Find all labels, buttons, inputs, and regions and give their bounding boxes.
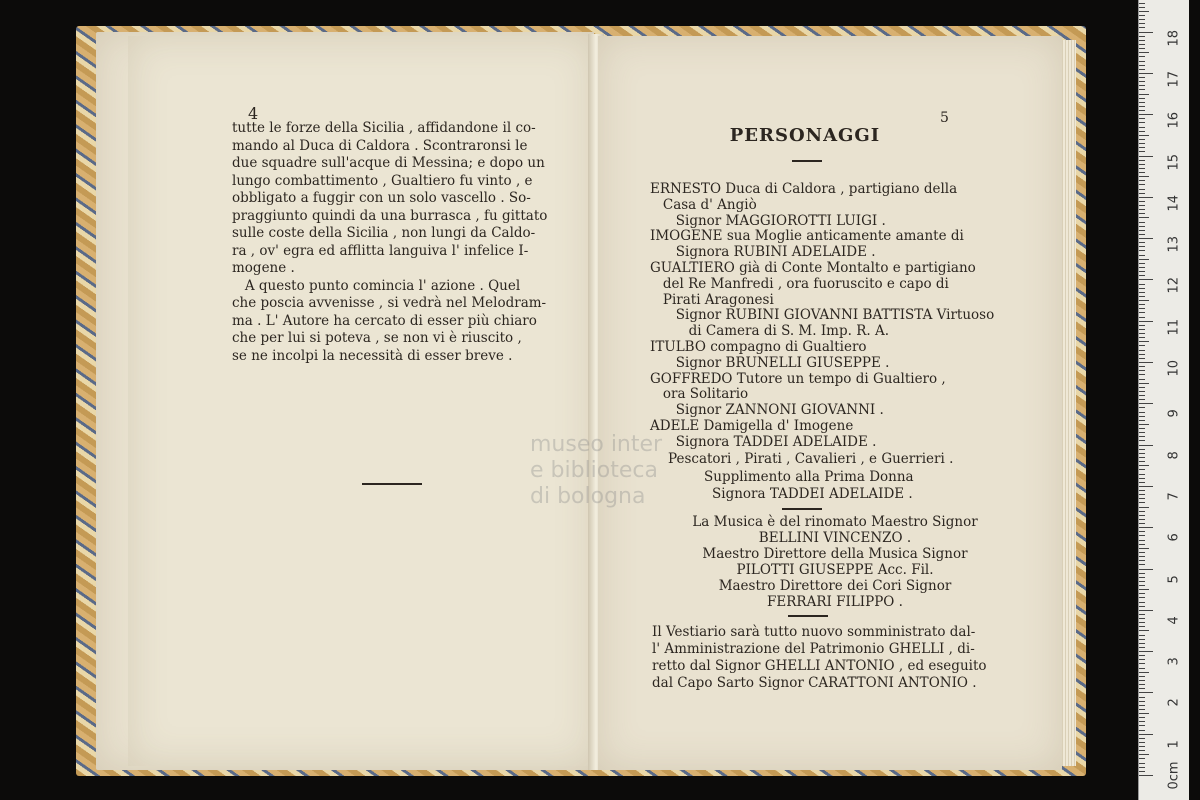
- ruler-minor-tick: [1139, 449, 1145, 450]
- text-line: Pirati Aragonesi: [650, 291, 774, 308]
- ruler-minor-tick: [1139, 424, 1149, 425]
- ruler-minor-tick: [1139, 387, 1145, 388]
- ruler-minor-tick: [1139, 705, 1145, 706]
- ruler-label: 18: [1166, 29, 1182, 47]
- ruler-minor-tick: [1139, 354, 1145, 355]
- ruler-minor-tick: [1139, 89, 1145, 90]
- ruler-minor-tick: [1139, 560, 1145, 561]
- ruler-minor-tick: [1139, 292, 1145, 293]
- ruler-minor-tick: [1139, 85, 1145, 86]
- ruler-minor-tick: [1139, 391, 1145, 392]
- text-line: BELLINI VINCENZO .: [758, 530, 912, 546]
- ruler-minor-tick: [1139, 234, 1145, 235]
- ruler-minor-tick: [1139, 15, 1145, 16]
- ruler-minor-tick: [1139, 333, 1145, 334]
- ruler-label: 7: [1166, 492, 1182, 501]
- text-line: mando al Duca di Caldora . Scontraronsi le: [232, 137, 528, 154]
- ruler-minor-tick: [1139, 556, 1145, 557]
- ruler-minor-tick: [1139, 647, 1145, 648]
- ruler-minor-tick: [1139, 263, 1145, 264]
- ruler-minor-tick: [1139, 205, 1145, 206]
- ruler-minor-tick: [1139, 259, 1149, 260]
- supplement-line: Supplimento alla Prima Donna: [704, 469, 914, 485]
- text-line: FERRARI FILIPPO .: [767, 594, 903, 610]
- ruler-minor-tick: [1139, 242, 1145, 243]
- ruler-minor-tick: [1139, 684, 1145, 685]
- ruler-minor-tick: [1139, 288, 1145, 289]
- ruler-minor-tick: [1139, 337, 1145, 338]
- extras-line: Pescatori , Pirati , Cavalieri , e Guerrieri .: [668, 451, 954, 467]
- ruler-minor-tick: [1139, 65, 1145, 66]
- ruler-minor-tick: [1139, 184, 1145, 185]
- ruler-minor-tick: [1139, 663, 1145, 664]
- ruler-minor-tick: [1139, 160, 1145, 161]
- text-line: Signor ZANNONI GIOVANNI .: [650, 402, 884, 419]
- ruler-minor-tick: [1139, 48, 1145, 49]
- text-line: del Re Manfredi , ora fuoruscito e capo di: [650, 275, 949, 292]
- text-line: PILOTTI GIUSEPPE Acc. Fil.: [736, 562, 934, 578]
- text-line: Il Vestiario sarà tutto nuovo somministrato dal-: [652, 624, 976, 640]
- ruler-minor-tick: [1139, 3, 1145, 4]
- text-line: obbligato a fuggir con un solo vascello . So-: [232, 190, 531, 206]
- ruler-minor-tick: [1139, 758, 1145, 759]
- page-title: PERSONAGGI: [729, 125, 881, 146]
- ruler-minor-tick: [1139, 416, 1145, 417]
- ruler-minor-tick: [1139, 407, 1145, 408]
- section-rule: [788, 615, 828, 617]
- ruler-minor-tick: [1139, 469, 1145, 470]
- ruler-minor-tick: [1139, 626, 1145, 627]
- ruler-minor-tick: [1139, 635, 1145, 636]
- ruler-minor-tick: [1139, 721, 1145, 722]
- ruler-minor-tick: [1139, 106, 1145, 107]
- ruler-minor-tick: [1139, 358, 1145, 359]
- ruler-minor-tick: [1139, 317, 1145, 318]
- ruler-label: 4: [1166, 616, 1182, 625]
- ruler-minor-tick: [1139, 494, 1145, 495]
- ruler-minor-tick: [1139, 102, 1145, 103]
- right-page-number: 5: [940, 110, 949, 126]
- ruler-minor-tick: [1139, 217, 1149, 218]
- ruler-minor-tick: [1139, 94, 1149, 95]
- ruler-label: 6: [1166, 533, 1182, 542]
- ruler-minor-tick: [1139, 341, 1149, 342]
- ruler-tick: [1139, 734, 1153, 735]
- ruler-minor-tick: [1139, 606, 1145, 607]
- ruler-minor-tick: [1139, 399, 1145, 400]
- ruler-minor-tick: [1139, 717, 1145, 718]
- ruler-minor-tick: [1139, 164, 1145, 165]
- ruler-minor-tick: [1139, 172, 1145, 173]
- ruler-minor-tick: [1139, 540, 1145, 541]
- ruler-minor-tick: [1139, 490, 1145, 491]
- ruler-minor-tick: [1139, 383, 1149, 384]
- ruler-minor-tick: [1139, 246, 1145, 247]
- ruler-label: 0cm: [1166, 761, 1182, 790]
- watermark-line: di bologna: [530, 484, 646, 509]
- text-line: Signora RUBINI ADELAIDE .: [650, 244, 876, 261]
- ruler-label: 17: [1166, 70, 1182, 88]
- ruler-minor-tick: [1139, 312, 1145, 313]
- ruler-minor-tick: [1139, 379, 1145, 380]
- ruler-tick: [1139, 32, 1153, 33]
- ruler-minor-tick: [1139, 275, 1145, 276]
- ruler-label: 13: [1166, 236, 1182, 253]
- text-line: ra , ov' egra ed afflitta languiva l' infelice I-: [232, 242, 529, 259]
- ruler-minor-tick: [1139, 767, 1145, 768]
- ruler-tick: [1139, 569, 1153, 570]
- text-line: ERNESTO Duca di Caldora , partigiano della: [650, 181, 958, 197]
- text-line: dal Capo Sarto Signor CARATTONI ANTONIO .: [652, 675, 977, 691]
- ruler-tick: [1139, 73, 1153, 74]
- text-line: Signora TADDEI ADELAIDE .: [650, 433, 877, 450]
- text-line: ITULBO compagno di Gualtiero: [650, 339, 867, 355]
- text-line: A questo punto comincia l' azione . Quel: [232, 277, 521, 294]
- supplement-line: Signora TADDEI ADELAIDE .: [712, 486, 913, 502]
- ruler-minor-tick: [1139, 374, 1145, 375]
- ruler-minor-tick: [1139, 139, 1145, 140]
- ruler-minor-tick: [1139, 395, 1145, 396]
- ruler-tick: [1139, 114, 1153, 115]
- ruler-minor-tick: [1139, 709, 1145, 710]
- ruler-minor-tick: [1139, 763, 1145, 764]
- ruler-minor-tick: [1139, 271, 1145, 272]
- ruler-minor-tick: [1139, 688, 1145, 689]
- ruler-minor-tick: [1139, 701, 1145, 702]
- text-line: retto dal Signor GHELLI ANTONIO , ed eseguito: [652, 658, 987, 674]
- decorative-rule: [362, 483, 422, 485]
- ruler-minor-tick: [1139, 730, 1145, 731]
- ruler-label: 1: [1166, 739, 1182, 749]
- ruler-minor-tick: [1139, 498, 1145, 499]
- ruler-minor-tick: [1139, 742, 1145, 743]
- ruler-minor-tick: [1139, 511, 1145, 512]
- ruler-minor-tick: [1139, 440, 1145, 441]
- text-line: se ne incolpi la necessità di esser breve .: [232, 347, 513, 364]
- ruler-minor-tick: [1139, 40, 1145, 41]
- ruler-minor-tick: [1139, 230, 1145, 231]
- ruler-label: 15: [1166, 153, 1182, 170]
- ruler-label: 10: [1166, 359, 1182, 377]
- ruler-minor-tick: [1139, 52, 1149, 53]
- ruler-label: 2: [1166, 698, 1182, 707]
- text-line: GUALTIERO già di Conte Montalto e partigiano: [650, 260, 976, 276]
- ruler-minor-tick: [1139, 602, 1145, 603]
- ruler-minor-tick: [1139, 589, 1149, 590]
- ruler-minor-tick: [1139, 201, 1145, 202]
- ruler-tick: [1139, 197, 1153, 198]
- section-rule: [782, 508, 822, 510]
- ruler-minor-tick: [1139, 143, 1145, 144]
- ruler-minor-tick: [1139, 267, 1145, 268]
- ruler-minor-tick: [1139, 531, 1145, 532]
- ruler-tick: [1139, 445, 1153, 446]
- ruler-minor-tick: [1139, 131, 1145, 132]
- text-line: Maestro Direttore dei Cori Signor: [718, 578, 952, 594]
- ruler-minor-tick: [1139, 118, 1145, 119]
- text-line: Signor BRUNELLI GIUSEPPE .: [650, 354, 890, 371]
- ruler-minor-tick: [1139, 300, 1149, 301]
- ruler-minor-tick: [1139, 308, 1145, 309]
- ruler-minor-tick: [1139, 585, 1145, 586]
- ruler-minor-tick: [1139, 515, 1145, 516]
- text-line: che per lui si poteva , se non vi è riuscito ,: [232, 330, 522, 346]
- ruler-label: 8: [1166, 450, 1182, 460]
- watermark-line: e biblioteca: [530, 458, 658, 483]
- ruler-minor-tick: [1139, 36, 1145, 37]
- ruler-minor-tick: [1139, 639, 1145, 640]
- ruler-minor-tick: [1139, 502, 1145, 503]
- ruler-minor-tick: [1139, 77, 1145, 78]
- ruler-tick: [1139, 610, 1153, 611]
- ruler-minor-tick: [1139, 98, 1145, 99]
- ruler-tick: [1139, 692, 1153, 693]
- ruler-minor-tick: [1139, 465, 1149, 466]
- ruler-label: 5: [1166, 574, 1182, 583]
- ruler-minor-tick: [1139, 226, 1145, 227]
- ruler-minor-tick: [1139, 697, 1145, 698]
- ruler-minor-tick: [1139, 180, 1145, 181]
- ruler-minor-tick: [1139, 27, 1145, 28]
- ruler-minor-tick: [1139, 209, 1145, 210]
- ruler-tick: [1139, 321, 1153, 322]
- page-stack-edge: [1062, 40, 1076, 766]
- ruler-minor-tick: [1139, 738, 1145, 739]
- ruler-minor-tick: [1139, 478, 1145, 479]
- left-page-number: 4: [248, 104, 259, 123]
- ruler-minor-tick: [1139, 668, 1145, 669]
- text-line: che poscia avvenisse , si vedrà nel Melodram-: [232, 295, 547, 311]
- text-line: tutte le forze della Sicilia , affidandone il co-: [232, 120, 536, 136]
- ruler-tick: [1139, 527, 1153, 528]
- ruler-minor-tick: [1139, 432, 1145, 433]
- text-line: ma . L' Autore ha cercato di esser più chiaro: [232, 312, 537, 329]
- ruler-minor-tick: [1139, 676, 1145, 677]
- ruler-minor-tick: [1139, 19, 1145, 20]
- ruler-minor-tick: [1139, 573, 1145, 574]
- ruler-minor-tick: [1139, 23, 1145, 24]
- ruler-minor-tick: [1139, 147, 1145, 148]
- ruler-minor-tick: [1139, 325, 1145, 326]
- ruler-minor-tick: [1139, 519, 1145, 520]
- ruler-minor-tick: [1139, 304, 1145, 305]
- text-line: Casa d' Angiò: [650, 196, 757, 213]
- ruler-minor-tick: [1139, 345, 1145, 346]
- ruler-minor-tick: [1139, 614, 1145, 615]
- ruler-minor-tick: [1139, 457, 1145, 458]
- ruler-minor-tick: [1139, 643, 1145, 644]
- ruler-minor-tick: [1139, 350, 1145, 351]
- ruler-minor-tick: [1139, 213, 1145, 214]
- ruler-tick: [1139, 775, 1153, 776]
- ruler-minor-tick: [1139, 61, 1145, 62]
- heading-rule: [792, 160, 822, 162]
- text-line: sulle coste della Sicilia , non lungi da Caldo-: [232, 225, 536, 241]
- text-line: GOFFREDO Tutore un tempo di Gualtiero ,: [650, 370, 946, 387]
- ruler-minor-tick: [1139, 81, 1145, 82]
- ruler-minor-tick: [1139, 746, 1145, 747]
- ruler-minor-tick: [1139, 672, 1149, 673]
- ruler-minor-tick: [1139, 151, 1145, 152]
- ruler-minor-tick: [1139, 618, 1145, 619]
- text-line: ora Solitario: [650, 386, 749, 403]
- ruler-minor-tick: [1139, 420, 1145, 421]
- ruler-tick: [1139, 651, 1153, 652]
- ruler-minor-tick: [1139, 552, 1145, 553]
- ruler-minor-tick: [1139, 69, 1145, 70]
- ruler-minor-tick: [1139, 482, 1145, 483]
- ruler-minor-tick: [1139, 135, 1149, 136]
- ruler-minor-tick: [1139, 461, 1145, 462]
- ruler-minor-tick: [1139, 754, 1149, 755]
- ruler-minor-tick: [1139, 44, 1145, 45]
- ruler-minor-tick: [1139, 127, 1145, 128]
- ruler-minor-tick: [1139, 436, 1145, 437]
- ruler-minor-tick: [1139, 597, 1145, 598]
- ruler-minor-tick: [1139, 630, 1149, 631]
- ruler-minor-tick: [1139, 189, 1145, 190]
- ruler-minor-tick: [1139, 255, 1145, 256]
- ruler-minor-tick: [1139, 523, 1145, 524]
- ruler-minor-tick: [1139, 655, 1145, 656]
- ruler-minor-tick: [1139, 250, 1145, 251]
- ruler-minor-tick: [1139, 771, 1145, 772]
- ruler-label: 9: [1166, 409, 1182, 418]
- ruler-minor-tick: [1139, 284, 1145, 285]
- ruler-minor-tick: [1139, 453, 1145, 454]
- ruler-minor-tick: [1139, 750, 1145, 751]
- ruler-label: 12: [1166, 277, 1182, 294]
- ruler-minor-tick: [1139, 548, 1149, 549]
- ruler-label: 11: [1166, 318, 1182, 336]
- ruler-minor-tick: [1139, 593, 1145, 594]
- watermark-line: museo inter: [530, 432, 663, 457]
- ruler-minor-tick: [1139, 680, 1145, 681]
- ruler-minor-tick: [1139, 581, 1145, 582]
- text-line: di Camera di S. M. Imp. R. A.: [650, 323, 889, 340]
- ruler-minor-tick: [1139, 412, 1145, 413]
- measuring-ruler: [1138, 0, 1189, 800]
- ruler-minor-tick: [1139, 296, 1145, 297]
- text-line: La Musica è del rinomato Maestro Signor: [692, 514, 978, 530]
- ruler-minor-tick: [1139, 168, 1145, 169]
- ruler-minor-tick: [1139, 329, 1145, 330]
- text-line: Signor RUBINI GIOVANNI BATTISTA Virtuoso: [650, 307, 995, 324]
- ruler-minor-tick: [1139, 122, 1145, 123]
- ruler-minor-tick: [1139, 474, 1145, 475]
- text-line: Maestro Direttore della Musica Signor: [702, 546, 968, 562]
- ruler-minor-tick: [1139, 193, 1145, 194]
- ruler-tick: [1139, 403, 1153, 404]
- text-line: lungo combattimento , Gualtiero fu vinto , e: [232, 172, 533, 189]
- ruler-minor-tick: [1139, 713, 1149, 714]
- ruler-minor-tick: [1139, 366, 1145, 367]
- ruler-minor-tick: [1139, 56, 1145, 57]
- ruler-minor-tick: [1139, 544, 1145, 545]
- ruler-minor-tick: [1139, 11, 1149, 12]
- ruler-label: 16: [1166, 112, 1182, 129]
- text-line: due squadre sull'acque di Messina; e dopo un: [232, 155, 545, 171]
- text-line: praggiunto quindi da una burrasca , fu gittato: [232, 207, 548, 224]
- ruler-label: 3: [1166, 657, 1182, 666]
- ruler-minor-tick: [1139, 428, 1145, 429]
- ruler-tick: [1139, 238, 1153, 239]
- ruler-tick: [1139, 486, 1153, 487]
- ruler-minor-tick: [1139, 577, 1145, 578]
- ruler-minor-tick: [1139, 725, 1145, 726]
- text-line: l' Amministrazione del Patrimonio GHELLI , di-: [652, 641, 975, 657]
- ruler-tick: [1139, 279, 1153, 280]
- ruler-tick: [1139, 156, 1153, 157]
- ruler-minor-tick: [1139, 370, 1145, 371]
- ruler-minor-tick: [1139, 7, 1145, 8]
- ruler-minor-tick: [1139, 507, 1149, 508]
- ruler-tick: [1139, 362, 1153, 363]
- ruler-minor-tick: [1139, 110, 1145, 111]
- ruler-minor-tick: [1139, 176, 1149, 177]
- text-line: mogene .: [232, 260, 295, 276]
- ruler-minor-tick: [1139, 535, 1145, 536]
- text-line: IMOGENE sua Moglie anticamente amante di: [650, 228, 964, 245]
- ruler-minor-tick: [1139, 564, 1145, 565]
- text-line: Signor MAGGIOROTTI LUIGI .: [650, 212, 886, 229]
- ruler-minor-tick: [1139, 222, 1145, 223]
- text-line: ADELE Damigella d' Imogene: [650, 418, 854, 434]
- ruler-label: 14: [1166, 194, 1182, 212]
- ruler-minor-tick: [1139, 622, 1145, 623]
- ruler-minor-tick: [1139, 659, 1145, 660]
